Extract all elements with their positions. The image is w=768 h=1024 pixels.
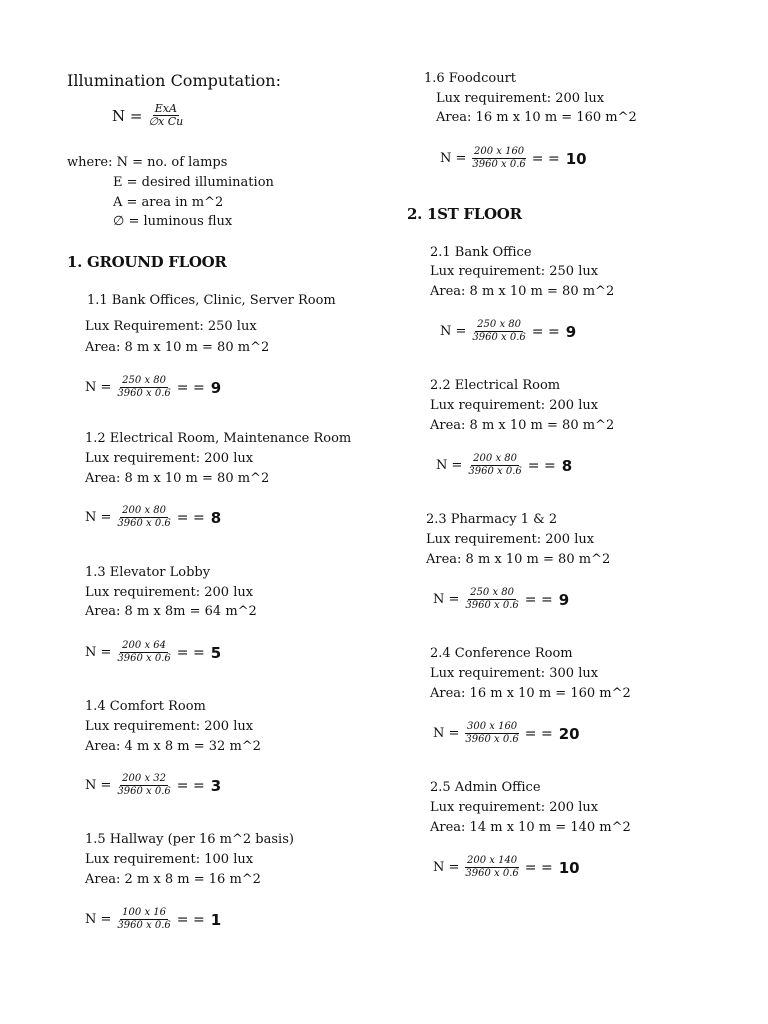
eq-lhs: N = [436,458,463,473]
eq-lhs: N = [85,912,112,927]
room-equation [440,319,576,344]
room-title: 1.3 Elevator Lobby [85,565,211,580]
eq-numerator: 200 x 64 [122,640,166,651]
eq-lhs: N = [440,324,467,339]
eq-result: 9 [565,322,577,341]
eq-sign: = = [176,777,205,794]
room-lux: Lux requirement: 200 lux [430,398,599,413]
room-title: 1.4 Comfort Room [85,699,206,714]
room-title: 1.5 Hallway (per 16 m^2 basis) [85,832,294,847]
eq-fraction [463,587,520,612]
room-title: 2.5 Admin Office [430,780,541,795]
eq-lhs: N = [85,778,112,793]
eq-denominator: 3960 x 0.6 [465,868,519,879]
where-line-1 [67,155,227,171]
room-equation [85,505,221,530]
eq-result: 5 [210,643,222,662]
where-line-3: A = area in m^2 [113,195,224,210]
eq-numerator: 250 x 80 [477,319,521,330]
room-lux: Lux requirement: 200 lux [85,585,254,600]
room-area: Area: 8 m x 10 m = 80 m^2 [85,471,270,486]
page-title: Illumination Computation: [67,71,281,90]
eq-sign: = = [176,911,205,928]
room-area: Area: 8 m x 10 m = 80 m^2 [426,552,611,567]
room-area: Area: 16 m x 10 m = 160 m^2 [430,686,631,701]
room-area: Area: 8 m x 8m = 64 m^2 [85,604,257,619]
eq-fraction [115,907,172,932]
room-equation [85,773,221,798]
formula-denominator: ∅x Cu [148,115,184,128]
where-prefix: where: [67,155,113,170]
room-equation [433,587,569,612]
eq-numerator: 200 x 160 [474,146,525,157]
eq-denominator: 3960 x 0.6 [472,159,526,170]
room-equation [85,640,221,665]
eq-lhs: N = [85,380,112,395]
eq-fraction [463,721,520,746]
room-lux: Lux requirement: 200 lux [85,451,254,466]
room-area: Area: 2 m x 8 m = 16 m^2 [85,872,261,887]
eq-fraction [115,505,172,530]
where-line-4: ∅ = luminous flux [113,214,233,229]
first-floor-heading: 2. 1ST FLOOR [407,205,522,223]
formula-numerator: ExA [154,102,177,115]
room-lux: Lux requirement: 200 lux [436,91,605,106]
eq-sign: = = [176,509,205,526]
eq-fraction [470,319,527,344]
eq-sign: = = [531,150,560,167]
room-equation [433,721,580,746]
room-title: 2.3 Pharmacy 1 & 2 [426,512,558,527]
eq-fraction [470,146,527,171]
eq-numerator: 200 x 80 [473,453,517,464]
eq-sign: = = [527,457,556,474]
room-equation [85,907,221,932]
room-equation [433,855,580,880]
eq-sign: = = [531,323,560,340]
eq-result: 8 [561,456,573,475]
room-equation [440,146,587,171]
eq-result: 8 [210,508,222,527]
eq-lhs: N = [85,645,112,660]
room-title: 1.1 Bank Offices, Clinic, Server Room [87,293,336,308]
eq-sign: = = [524,725,553,742]
eq-denominator: 3960 x 0.6 [468,466,522,477]
eq-fraction [463,855,520,880]
eq-fraction [115,375,172,400]
eq-result: 20 [558,724,580,743]
room-title: 2.1 Bank Office [430,245,532,260]
eq-result: 10 [558,858,580,877]
eq-result: 9 [558,590,570,609]
eq-denominator: 3960 x 0.6 [117,518,171,529]
room-area: Area: 4 m x 8 m = 32 m^2 [85,739,261,754]
room-lux: Lux requirement: 200 lux [426,532,595,547]
eq-result: 10 [565,149,587,168]
room-area: Area: 8 m x 10 m = 80 m^2 [430,418,615,433]
room-title: 2.4 Conference Room [430,646,573,661]
eq-lhs: N = [433,860,460,875]
room-area: Area: 8 m x 10 m = 80 m^2 [85,340,270,355]
eq-sign: = = [524,859,553,876]
room-lux: Lux Requirement: 250 lux [85,319,257,334]
room-lux: Lux requirement: 300 lux [430,666,599,681]
room-title: 1.2 Electrical Room, Maintenance Room [85,431,352,446]
eq-lhs: N = [85,510,112,525]
room-area: Area: 14 m x 10 m = 140 m^2 [430,820,631,835]
room-area: Area: 8 m x 10 m = 80 m^2 [430,284,615,299]
eq-fraction [466,453,523,478]
room-lux: Lux requirement: 200 lux [85,719,254,734]
room-lux: Lux requirement: 200 lux [430,800,599,815]
eq-result: 1 [210,910,222,929]
eq-numerator: 300 x 160 [467,721,518,732]
eq-numerator: 200 x 80 [122,505,166,516]
eq-numerator: 200 x 140 [467,855,518,866]
eq-result: 3 [210,776,222,795]
eq-denominator: 3960 x 0.6 [117,388,171,399]
eq-denominator: 3960 x 0.6 [117,786,171,797]
eq-numerator: 200 x 32 [122,773,166,784]
eq-fraction [115,773,172,798]
eq-numerator: 250 x 80 [122,375,166,386]
eq-sign: = = [524,591,553,608]
eq-denominator: 3960 x 0.6 [465,734,519,745]
room-lux: Lux requirement: 250 lux [430,264,599,279]
eq-denominator: 3960 x 0.6 [117,920,171,931]
eq-numerator: 100 x 16 [122,907,166,918]
room-equation [85,375,221,400]
formula-fraction [146,103,185,128]
eq-denominator: 3960 x 0.6 [117,653,171,664]
room-title: 1.6 Foodcourt [424,71,517,86]
room-title: 2.2 Electrical Room [430,378,561,393]
eq-lhs: N = [433,726,460,741]
eq-sign: = = [176,644,205,661]
eq-sign: = = [176,379,205,396]
eq-fraction [115,640,172,665]
main-formula [112,103,187,128]
eq-denominator: 3960 x 0.6 [465,600,519,611]
room-area: Area: 16 m x 10 m = 160 m^2 [436,110,637,125]
where-definition: N = no. of lamps [116,155,228,170]
where-line-2: E = desired illumination [113,175,274,190]
eq-denominator: 3960 x 0.6 [472,332,526,343]
eq-lhs: N = [433,592,460,607]
formula-lhs: N = [112,106,143,125]
eq-lhs: N = [440,151,467,166]
eq-result: 9 [210,378,222,397]
room-equation [436,453,572,478]
ground-floor-heading: 1. GROUND FLOOR [67,253,227,271]
room-lux: Lux requirement: 100 lux [85,852,254,867]
eq-numerator: 250 x 80 [470,587,514,598]
